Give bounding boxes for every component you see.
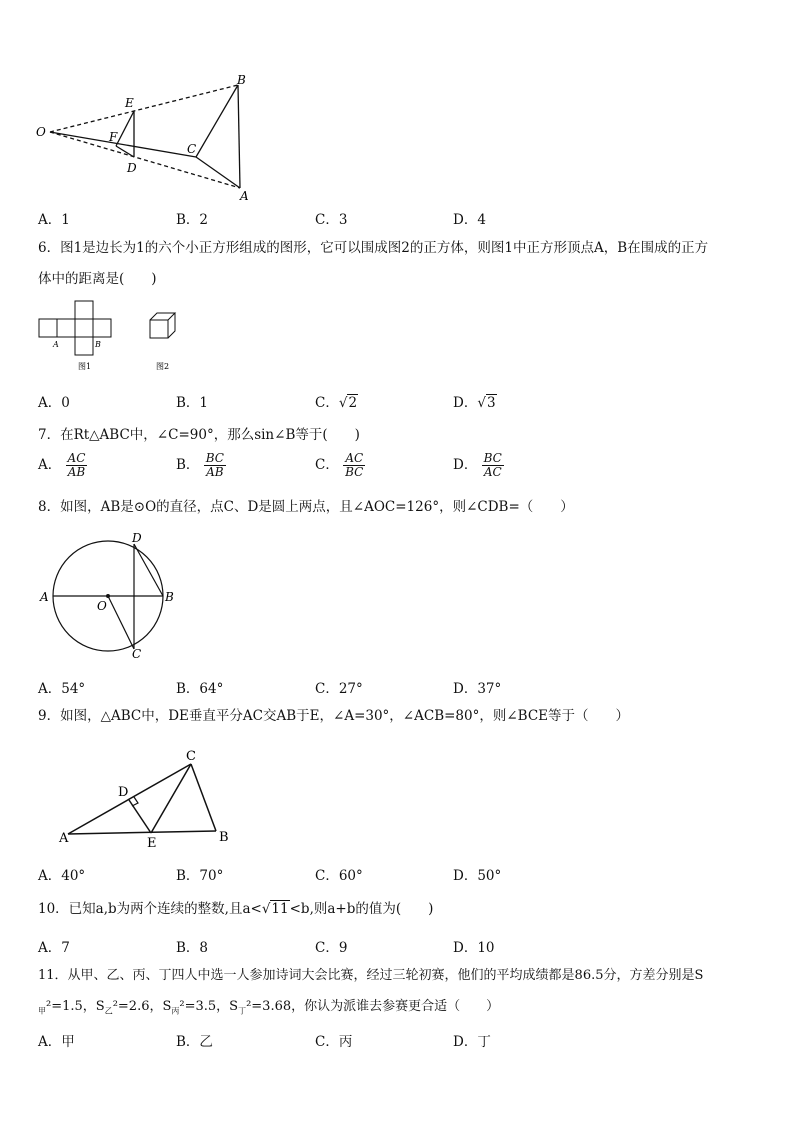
q6-option-c-radicand: 2 <box>348 395 358 411</box>
q11-v-ding: ²=3.68，你认为派谁去参赛更合适（ ） <box>246 999 500 1014</box>
q9-option-c: C．60° <box>315 868 363 884</box>
q5-label-f: F <box>109 130 118 144</box>
q8-option-d: D．37° <box>453 681 502 697</box>
q9-label-a: A <box>59 831 69 846</box>
q7-a-denominator: AB <box>67 465 86 479</box>
q8-option-c: C．27° <box>315 681 363 697</box>
q7-option-b-fraction <box>204 452 226 479</box>
q9-label-b: B <box>219 830 229 845</box>
q8-option-a: A．54° <box>38 681 86 697</box>
q11-line2 <box>38 998 499 1021</box>
q11-option-d: D．丁 <box>453 1034 491 1050</box>
q9-option-d: D．50° <box>453 868 502 884</box>
q11-line1: 11．从甲、乙、丙、丁四人中选一人参加诗词大会比赛，经过三轮初赛，他们的平均成绩都是86.5分，方差分别是S <box>38 968 704 983</box>
q7-d-denominator: AC <box>483 465 502 479</box>
q11-option-c: C．丙 <box>315 1034 353 1050</box>
q11-sub-yi: 乙 <box>104 1006 113 1016</box>
q6-line2: 体中的距离是( ) <box>38 271 157 287</box>
q5-label-o: O <box>36 125 46 139</box>
q11-v-yi: ²=2.6，S <box>112 999 172 1014</box>
q9-option-a: A．40° <box>38 868 86 884</box>
q7-option-d-fraction <box>482 452 504 479</box>
q7-a-numerator: AC <box>67 451 86 465</box>
q11-v-bing: ²=3.5，S <box>179 999 239 1014</box>
q7-option-d-label: D． <box>453 457 478 473</box>
q8-label-d: D <box>132 531 142 545</box>
q5-label-d: D <box>127 161 137 175</box>
q7-option-a-label: A． <box>38 457 62 473</box>
q7-text: 7．在Rt△ABC中，∠C=90°，那么sin∠B等于( ) <box>38 427 360 443</box>
q5-option-b: B．2 <box>176 212 209 228</box>
q11-sub-jia: 甲 <box>38 1006 46 1016</box>
q8-label-c: C <box>132 647 142 660</box>
q6-figure-cube <box>146 308 186 373</box>
q6-option-c <box>315 391 358 411</box>
q7-c-denominator: BC <box>345 465 364 479</box>
q7-option-c <box>315 452 365 479</box>
q10-option-c: C．9 <box>315 940 348 956</box>
q7-d-numerator: BC <box>483 451 502 465</box>
q9-figure <box>56 744 246 850</box>
q10-sqrt: √11 <box>261 901 289 917</box>
q8-figure <box>36 530 186 660</box>
q7-b-numerator: BC <box>205 451 224 465</box>
q5-label-e: E <box>125 96 134 110</box>
q8-option-b: B．64° <box>176 681 224 697</box>
q6-option-b: B．1 <box>176 395 209 411</box>
q5-label-a: A <box>240 189 249 203</box>
q10-text <box>38 900 433 918</box>
q9-label-c: C <box>186 749 196 764</box>
q6-option-d-radicand: 3 <box>486 395 496 411</box>
q8-label-b: B <box>165 590 174 604</box>
q7-option-c-label: C． <box>315 457 339 473</box>
q9-label-e: E <box>147 836 157 850</box>
q6-line1: 6．图1是边长为1的六个小正方形组成的图形，它可以围成图2的正方体，则图1中正方形顶点A，B在围成的正方 <box>38 240 709 256</box>
q7-option-c-fraction <box>343 452 365 479</box>
q7-option-b-label: B． <box>176 457 200 473</box>
q6-option-c-sqrt: √2 <box>338 395 358 411</box>
q10-radicand: 11 <box>271 901 289 917</box>
q11-option-b: B．乙 <box>176 1034 213 1050</box>
q5-figure <box>30 72 260 204</box>
q7-b-denominator: AB <box>206 465 224 479</box>
q6-caption-fig1: 图1 <box>78 362 92 371</box>
q7-option-a <box>38 452 87 479</box>
q10-text-before: 10．已知a,b为两个连续的整数,且a< <box>38 901 262 917</box>
q7-c-numerator: AC <box>343 452 365 466</box>
q8-label-o: O <box>97 599 107 613</box>
q9-text: 9．如图，△ABC中，DE垂直平分AC交AB于E，∠A=30°，∠ACB=80°，则∠BCE等于（ ） <box>38 708 630 724</box>
q10-option-a: A．7 <box>38 940 70 956</box>
q11-sub-ding: 丁 <box>238 1006 247 1016</box>
q6-option-a: A．0 <box>38 395 70 411</box>
q10-text-after: <b,则a+b的值为( ) <box>289 901 434 917</box>
q5-option-c: C．3 <box>315 212 348 228</box>
q5-option-d: D．4 <box>453 212 486 228</box>
q8-label-a: A <box>40 590 49 604</box>
q6-option-d-label: D． <box>453 395 478 411</box>
q9-label-d: D <box>118 785 129 800</box>
q7-option-a-fraction <box>66 452 88 479</box>
q6-option-d-sqrt: √3 <box>477 395 496 411</box>
q5-option-a: A．1 <box>38 212 70 228</box>
q6-caption-fig2: 图2 <box>156 362 170 371</box>
q6-option-d <box>453 391 497 411</box>
q6-figure-net <box>36 298 116 373</box>
q6-label-a: A <box>53 340 59 349</box>
q6-option-c-label: C． <box>315 395 339 411</box>
q5-label-c: C <box>187 142 197 156</box>
q10-option-d: D．10 <box>453 940 495 956</box>
q7-option-b <box>176 452 226 479</box>
q11-option-a: A．甲 <box>38 1034 75 1050</box>
q5-label-b: B <box>237 73 246 87</box>
q8-text: 8．如图，AB是⊙O的直径，点C、D是圆上两点，且∠AOC=126°，则∠CDB=（ ） <box>38 499 574 515</box>
q10-option-b: B．8 <box>176 940 209 956</box>
q7-option-d <box>453 452 504 479</box>
q11-v-jia: ²=1.5，S <box>46 999 105 1014</box>
q9-option-b: B．70° <box>176 868 224 884</box>
q11-sub-bing: 丙 <box>171 1006 180 1016</box>
q6-label-b: B <box>95 340 101 349</box>
